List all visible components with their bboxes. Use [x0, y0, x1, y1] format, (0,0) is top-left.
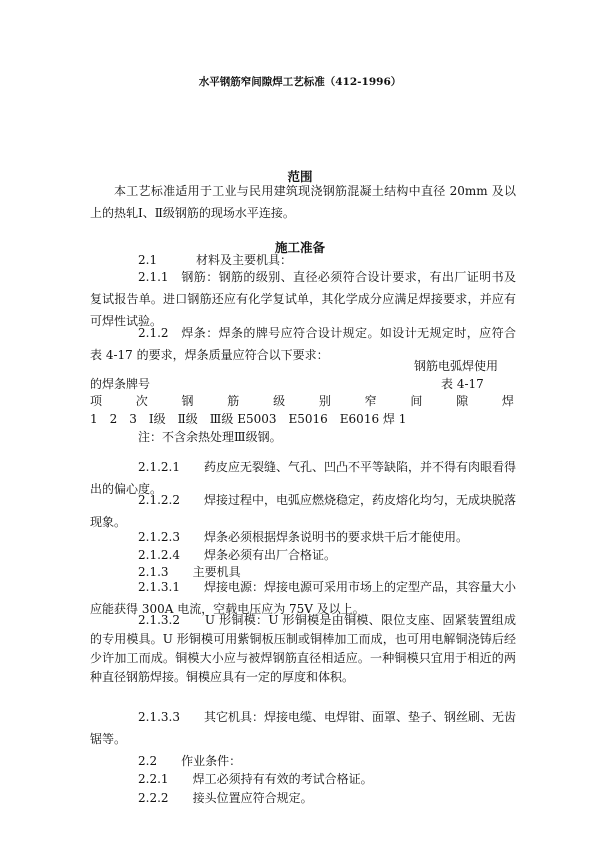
table-caption-right: 钢筋电弧焊使用 — [414, 359, 499, 373]
table-header-cell: 间 — [410, 394, 423, 408]
section-text: 焊接过程中，电弧应燃烧稳定，药皮熔化均匀，无成块脱落现象。 — [90, 493, 517, 529]
section-2-1-3-2 — [90, 611, 516, 687]
section-text: 材料及主要机具： — [196, 253, 293, 267]
table-header-cell: 次 — [135, 394, 148, 408]
section-2-1-2-2 — [90, 489, 516, 533]
section-text: 焊条必须根据焊条说明书的要求烘干后才能使用。 — [204, 530, 469, 544]
table-header-cell: 焊 — [501, 394, 514, 408]
document-title: 水平钢筋窄间隙焊工艺标准（412-1996） — [198, 76, 402, 88]
table-header-cell: 窄 — [364, 394, 377, 408]
section-number: 2.1.2.2 — [138, 493, 180, 507]
section-number: 2.1.1 — [138, 270, 169, 284]
section-text: 药皮应无裂缝、气孔、凹凸不平等缺陷，并不得有肉眼看得出的偏心度。 — [90, 460, 517, 496]
section-number: 2.2.1 — [138, 772, 169, 786]
table-header-cell: 别 — [318, 394, 331, 408]
section-number: 2.1.2 — [138, 326, 169, 340]
section-text: 接头位置应符合规定。 — [192, 791, 313, 805]
section-text: 主要机具 — [192, 565, 241, 579]
table-number: 表 4-17 — [441, 377, 484, 391]
scope-paragraph: 本工艺标准适用于工业与民用建筑现浇钢筋混凝土结构中直径 20mm 及以上的热轧Ⅰ、Ⅱ级钢筋的现场水平连接。 — [90, 184, 516, 220]
section-text: 钢筋：钢筋的级别、直径必须符合设计要求，有出厂证明书及复试报告单。进口钢筋还应有化学复试单，其化学成分应满足焊接要求，并应有可焊性试验。 — [90, 270, 516, 328]
section-2-2-1 — [138, 770, 373, 787]
section-number: 2.1.2.1 — [138, 460, 180, 474]
section-text: U 形铜模：U 形铜模是由铜模、限位支座、固紧装置组成的专用模具。U 形铜模可用紫铜板压制或铜棒加工而成，也可用电解铜浇铸后经少许加工而成。铜模大小应与被焊钢筋直径相适应。一种铜模只宜用于相近的两种直径钢筋焊接。铜模应具有一定的厚度和体积。 — [90, 613, 516, 684]
table-header-cell: 筋 — [227, 394, 240, 408]
section-2-2-2 — [138, 789, 313, 806]
section-number: 2.1.3.2 — [138, 613, 180, 627]
scope-heading: 范围 — [287, 169, 313, 184]
section-text: 焊工必须持有有效的考试合格证。 — [192, 772, 373, 786]
section-number: 2.2.2 — [138, 791, 169, 805]
section-text: 焊接电源：焊接电源可采用市场上的定型产品，其容量大小应能获得 300A 电流，空载电压应为 75V 及以上。 — [90, 580, 517, 616]
section-text: 焊条必须有出厂合格证。 — [204, 548, 337, 562]
section-2-1-3-3 — [90, 706, 516, 750]
section-number: 2.2 — [138, 754, 158, 768]
table-note: 注：不含余热处理Ⅲ级钢。 — [138, 430, 282, 444]
section-number: 2.1.3 — [138, 565, 169, 579]
section-text: 焊条：焊条的牌号应符合设计规定。如设计无规定时，应符合表 4-17 的要求，焊条质量应符合以下要求： — [90, 326, 516, 362]
table-header-cell: 隙 — [456, 394, 469, 408]
section-number: 2.1.3.1 — [138, 580, 180, 594]
table-header-row — [90, 392, 514, 409]
section-number: 2.1.2.4 — [138, 548, 180, 562]
section-text: 作业条件： — [181, 754, 242, 768]
section-text: 其它机具：焊接电缆、电焊钳、面罩、垫子、钢丝刷、无齿锯等。 — [90, 710, 517, 746]
section-number: 2.1.2.3 — [138, 530, 180, 544]
table-header-cell: 级 — [273, 394, 286, 408]
table-data-row: 1 2 3 Ⅰ级 Ⅱ级 Ⅲ级 E5003 E5016 E6016 焊 1 — [90, 412, 407, 426]
section-number: 2.1 — [138, 253, 158, 267]
table-caption-left: 的焊条牌号 — [90, 377, 151, 391]
section-2-1-2-4 — [138, 546, 336, 563]
table-header-cell: 钢 — [181, 394, 194, 408]
section-2-2 — [138, 752, 241, 769]
prep-heading: 施工准备 — [274, 240, 325, 255]
table-header-cell: 项 — [90, 394, 103, 408]
section-number: 2.1.3.3 — [138, 710, 180, 724]
section-2-1-2-3 — [138, 528, 468, 545]
